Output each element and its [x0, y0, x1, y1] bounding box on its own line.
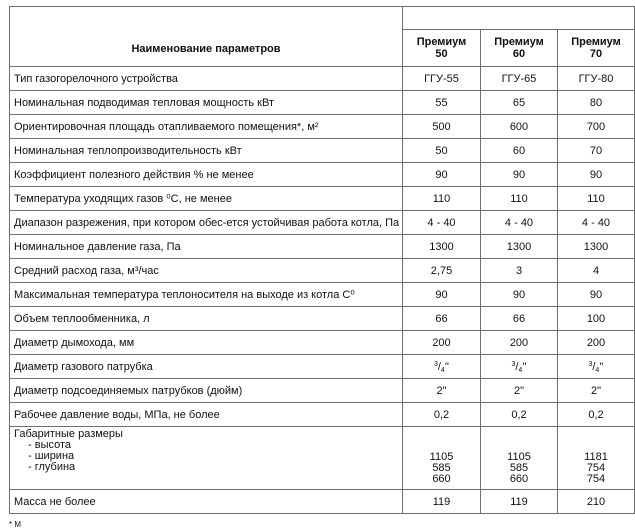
- fraction-denominator: 4: [518, 366, 523, 374]
- fraction-numerator: 3: [433, 360, 438, 368]
- param-name: Максимальная температура теплоносителя на выходе из котла С⁰: [10, 283, 403, 307]
- param-name: Ориентировочная площадь отапливаемого помещения*, м²: [10, 115, 403, 139]
- table-row: [10, 139, 635, 163]
- param-value: 1300: [558, 235, 635, 259]
- footnote: * М: [9, 520, 21, 529]
- param-value: 110: [403, 187, 481, 211]
- fraction-value: [434, 361, 449, 373]
- fraction-slash: /: [437, 360, 441, 373]
- fraction-denominator: 4: [595, 366, 600, 374]
- param-value: 66: [481, 307, 558, 331]
- param-value: 600: [481, 115, 558, 139]
- param-name: Диаметр дымохода, мм: [10, 331, 403, 355]
- table-row: [10, 331, 635, 355]
- table-row: [10, 211, 635, 235]
- dimensions-title: Габаритные размеры: [14, 428, 123, 440]
- param-header: [10, 7, 403, 67]
- dimension-label: - высота: [28, 439, 72, 451]
- param-value: 90: [403, 283, 481, 307]
- param-value: ГГУ-65: [481, 67, 558, 91]
- model-name: Премиум: [494, 36, 544, 48]
- fraction-slash: /: [515, 360, 519, 373]
- param-name: [10, 427, 403, 490]
- table-row: [10, 283, 635, 307]
- dimension-value: 1105: [429, 451, 454, 463]
- param-value: 4 - 40: [558, 211, 635, 235]
- param-value: 200: [558, 331, 635, 355]
- param-value: 2": [481, 379, 558, 403]
- fraction-value: [511, 361, 526, 373]
- fraction-value: [588, 361, 603, 373]
- param-value: 110: [558, 187, 635, 211]
- param-name: Тип газогорелочного устройства: [10, 67, 403, 91]
- model-header: [558, 30, 635, 67]
- table-row: [10, 379, 635, 403]
- param-value: 4 - 40: [403, 211, 481, 235]
- dimension-value: 1181: [584, 451, 608, 463]
- param-value: 90: [481, 163, 558, 187]
- dimension-value: 660: [509, 473, 529, 485]
- param-value: 2": [403, 379, 481, 403]
- param-value: 119: [403, 490, 481, 514]
- fraction-numerator: 3: [588, 360, 593, 368]
- table-row: [10, 235, 635, 259]
- param-value: 80: [558, 91, 635, 115]
- param-value: 700: [558, 115, 635, 139]
- table-row: [10, 403, 635, 427]
- inch-mark: '': [599, 360, 604, 373]
- param-value: 70: [558, 139, 635, 163]
- param-name: Номинальная подводимая тепловая мощность кВт: [10, 91, 403, 115]
- param-value: 0,2: [481, 403, 558, 427]
- param-value: 55: [403, 91, 481, 115]
- param-value: 3: [481, 259, 558, 283]
- param-value: 110: [481, 187, 558, 211]
- model-name: Премиум: [571, 36, 621, 48]
- param-value: 119: [481, 490, 558, 514]
- table-row: [10, 67, 635, 91]
- param-name: Коэффициент полезного действия % не менее: [10, 163, 403, 187]
- table-row: [10, 187, 635, 211]
- dimension-value: 754: [586, 473, 606, 485]
- model-header: [481, 30, 558, 67]
- param-value: 2": [558, 379, 635, 403]
- dimension-value: 585: [432, 462, 451, 474]
- dimension-value: 754: [586, 462, 606, 474]
- param-value: 500: [403, 115, 481, 139]
- param-value: 1300: [403, 235, 481, 259]
- param-value: [481, 427, 558, 490]
- param-value: 4: [558, 259, 635, 283]
- table-row: [10, 115, 635, 139]
- param-value: 60: [481, 139, 558, 163]
- param-value: ГГУ-55: [403, 67, 481, 91]
- param-header-label: Наименование параметров: [131, 42, 281, 55]
- param-value: [481, 355, 558, 379]
- model-number: 50: [435, 48, 448, 60]
- param-name: Диаметр газового патрубка: [10, 355, 403, 379]
- dimension-value: 585: [509, 462, 529, 474]
- param-value: [403, 427, 481, 490]
- param-value: 66: [403, 307, 481, 331]
- table-row: [10, 163, 635, 187]
- param-value: 65: [481, 91, 558, 115]
- param-value: 0,2: [558, 403, 635, 427]
- param-value: 1300: [481, 235, 558, 259]
- model-name: Премиум: [416, 36, 467, 48]
- param-value: 210: [558, 490, 635, 514]
- param-value: [403, 355, 481, 379]
- param-name: Рабочее давление воды, МПа, не более: [10, 403, 403, 427]
- param-value: 100: [558, 307, 635, 331]
- dimension-value: 660: [432, 473, 451, 485]
- param-value: 90: [558, 163, 635, 187]
- param-name: Диапазон разрежения, при котором обес-ется устойчивая работа котла, Па: [10, 211, 403, 235]
- param-value: ГГУ-80: [558, 67, 635, 91]
- param-name: Объем теплообменника, л: [10, 307, 403, 331]
- fraction-numerator: 3: [511, 360, 516, 368]
- table-row: [10, 355, 635, 379]
- param-value: [558, 355, 635, 379]
- param-name: Средний расход газа, м³/час: [10, 259, 403, 283]
- table-row: [10, 307, 635, 331]
- table-row: [10, 490, 635, 514]
- param-value: 0,2: [403, 403, 481, 427]
- param-name: Температура уходящих газов ⁰С, не менее: [10, 187, 403, 211]
- fraction-slash: /: [592, 360, 596, 373]
- table-row: [10, 91, 635, 115]
- param-value: 50: [403, 139, 481, 163]
- spec-table: [9, 6, 635, 514]
- table-row: [10, 427, 635, 490]
- inch-mark: '': [444, 360, 450, 373]
- param-value: 90: [481, 283, 558, 307]
- fraction-denominator: 4: [440, 366, 445, 374]
- models-header-blank: [403, 7, 635, 30]
- dimension-label: - глубина: [28, 461, 76, 473]
- dimension-label: - ширина: [28, 450, 75, 462]
- model-number: 60: [512, 48, 526, 60]
- param-value: 90: [403, 163, 481, 187]
- param-name: Диаметр подсоединяемых патрубков (дюйм): [10, 379, 403, 403]
- param-value: 2,75: [403, 259, 481, 283]
- param-value: 4 - 40: [481, 211, 558, 235]
- param-value: 200: [481, 331, 558, 355]
- param-name: Номинальное давление газа, Па: [10, 235, 403, 259]
- model-header: [403, 30, 481, 67]
- param-value: 90: [558, 283, 635, 307]
- param-name: Номинальная теплопроизводительность кВт: [10, 139, 403, 163]
- param-value: 200: [403, 331, 481, 355]
- table-row: [10, 259, 635, 283]
- param-value: [558, 427, 635, 490]
- inch-mark: '': [522, 360, 527, 373]
- dimension-value: 1105: [507, 451, 531, 463]
- param-name: Масса не более: [10, 490, 403, 514]
- model-number: 70: [589, 48, 603, 60]
